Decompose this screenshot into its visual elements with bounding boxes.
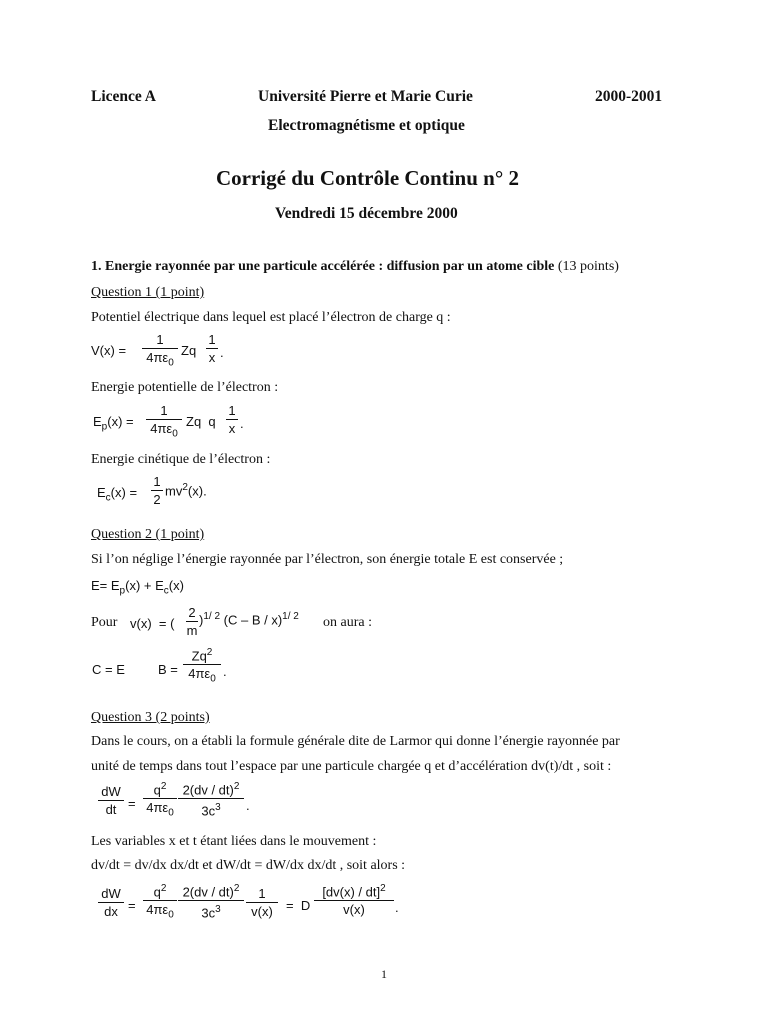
question-1-text-1: Potentiel électrique dans lequel est placé l’électron de charge q : [91, 310, 451, 325]
question-1-label: Question 1 (1 point) [91, 285, 205, 300]
equation-total-energy: $E= E_p(x) + E_c(x)$ [91, 578, 184, 597]
section-heading-text: 1. Energie rayonnée par une particule accélérée : diffusion par un atome cible [91, 259, 555, 274]
section-heading [91, 260, 619, 274]
header-left: Licence A [91, 88, 156, 105]
question-3-text-4: dv/dt = dv/dx dx/dt et dW/dt = dW/dx dx/dt , soit alors : [91, 858, 406, 873]
section-points: (13 points) [557, 259, 619, 274]
header-year: 2000-2001 [595, 88, 663, 105]
page-number: 1 [381, 967, 387, 981]
question-2-label: Question 2 (1 point) [91, 527, 205, 542]
header-university: Université Pierre et Marie Curie [258, 88, 473, 105]
exam-date: Vendredi 15 décembre 2000 [275, 205, 458, 222]
page-title: Corrigé du Contrôle Continu n° 2 [216, 166, 519, 190]
question-1-text-3: Energie cinétique de l’électron : [91, 452, 271, 467]
header-course: Electromagnétisme et optique [268, 117, 465, 134]
question-1-text-2: Energie potentielle de l’électron : [91, 380, 279, 395]
question-3-label: Question 3 (2 points) [91, 710, 210, 725]
question-2-text-1: Si l’on néglige l’énergie rayonnée par l’électron, son énergie totale E est conservée ; [91, 552, 564, 567]
question-3-text-3: Les variables x et t étant liées dans le mouvement : [91, 834, 377, 849]
question-3-text-1: Dans le cours, on a établi la formule générale dite de Larmor qui donne l’énergie rayonnée par [91, 734, 620, 749]
question-3-text-2: unité de temps dans tout l’espace par une particule chargée q et d’accélération dv(t)/dt , soit : [91, 759, 612, 774]
question-2-on-aura: on aura : [323, 615, 372, 630]
document-page: Licence A Université Pierre et Marie Curie 2000-2001 Electromagnétisme et optique Corrigé du Contrôle Continu n° 2 Vendredi 15 décembre 2000 1. Energie rayonnée par une particule accélérée : diffusion par un atome cible (13 points) Question 1 (1 point) Potentiel électrique dans lequel est placé l’électron de charge q : V(x) = 1 $4\pi\varepsilon_0$ Zq 1 x . Energie potentielle de l’électron : $E_p(x)$ = 1 $4\pi\varepsilon_0$ Zq q 1 x . Energie cinétique de l’électron : $E_c(x)$ = 1 2 $mv^2(x)$. Question 2 (1 point) Si l’on néglige l’énergie rayonnée par l’électron, son énergie totale E est conservée ; $E= E_p(x) + E_c(x)$ Pour v(x) = ( 2 m )$^{1/ 2}$ (C – B / x)$^{1/ 2}$ on aura : C = E B = $Zq^2$ $4\pi\varepsilon_0$ . Question 3 (2 points) Dans le cours, on a établi la formule générale dite de Larmor qui donne l’énergie rayonnée par unité de temps dans tout l’espace par une particule chargée q et d’accélération dv(t)/dt , soit : dW dt = $q^2$ $4\pi\varepsilon_0$ 2(dv / dt)$^2$ $3c^3$ . Les variables x et t étant liées dans le mouvement : dv/dt = dv/dx dx/dt et dW/dt = dW/dx dx/dt , soit alors : dW dx = $q^2$ $4\pi\varepsilon_0$ 2(dv / dt)$^2$ $3c^3$ 1 v(x) = D [dv(x) / dt]$^2$ v(x) . 1 [91, 88, 663, 981]
question-2-pour: Pour [91, 615, 118, 630]
